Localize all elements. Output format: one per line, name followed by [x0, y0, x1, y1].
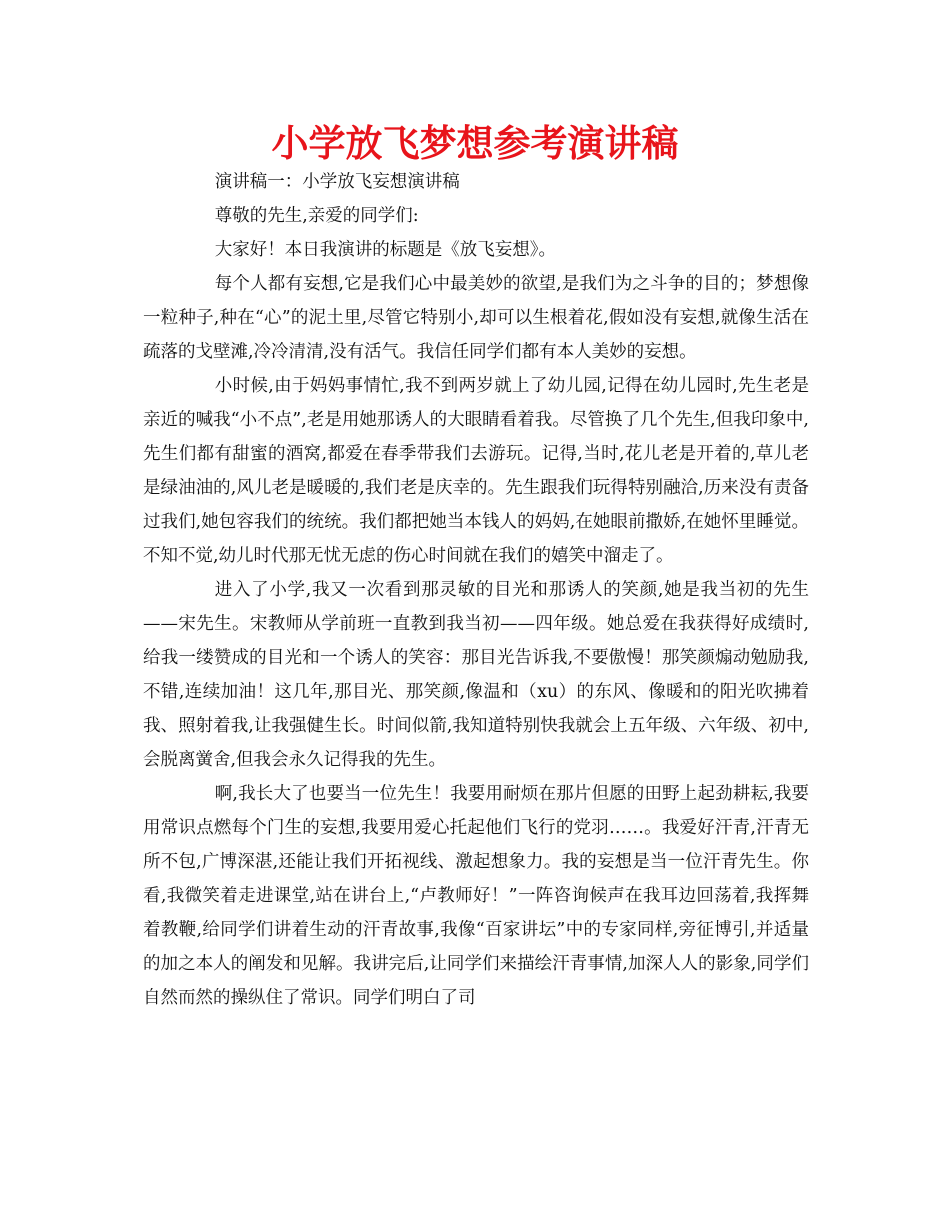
paragraph-3: 进入了小学,我又一次看到那灵敏的目光和那诱人的笑颜,她是我当初的先生——宋先生。宋教师从学前班一直教到我当初——四年级。她总爱在我获得好成绩时,给我一缕赞成的目光和一个诱人的笑容：那目光告诉我,不要傲慢！那笑颜煽动勉励我,不错,连续加油！这几年,那目光、那笑颜,像温和（xu）的东风、像暖和的阳光吹拂着我、照射着我,让我强健生长。时间似箭,我知道特别快我就会上五年级、六年级、初中,会脱离黉舍,但我会永久记得我的先生。	[143, 580, 809, 770]
heading-line: 演讲稿一：小学放飞妄想演讲稿	[214, 172, 460, 192]
salutation: 尊敬的先生,亲爱的同学们:	[214, 206, 419, 226]
paragraph-2: 小时候,由于妈妈事情忙,我不到两岁就上了幼儿园,记得在幼儿园时,先生老是亲近的喊我“小不点”,老是用她那诱人的大眼睛看着我。尽管换了几个先生,但我印象中,先生们都有甜蜜的酒窝,都爱在春季带我们去游玩。记得,当时,花儿老是开着的,草儿老是绿油油的,风儿老是暖暖的,我们老是庆幸的。先生跟我们玩得特别融洽,历来没有责备过我们,她包容我们的统统。我们都把她当本钱人的妈妈,在她眼前撒娇,在她怀里睡觉。不知不觉,幼儿时代那无忧无虑的伤心时间就在我们的嬉笑中溜走了。	[143, 376, 809, 566]
document-title: 小学放飞梦想参考演讲稿	[271, 122, 679, 165]
paragraph-1: 每个人都有妄想,它是我们心中最美妙的欲望,是我们为之斗争的目的；梦想像一粒种子,种在“心”的泥土里,尽管它特别小,却可以生根着花,假如没有妄想,就像生活在疏落的戈壁滩,冷冷清清,没有活气。我信任同学们都有本人美妙的妄想。	[143, 274, 809, 362]
greeting: 大家好！本日我演讲的标题是《放飞妄想》。	[214, 240, 556, 260]
paragraph-4: 啊,我长大了也要当一位先生！我要用耐烦在那片但愿的田野上起劲耕耘,我要用常识点燃每个门生的妄想,我要用爱心托起他们飞行的党羽……。我爱好汗青,汗青无所不包,广博深湛,还能让我们开拓视线、激起想象力。我的妄想是当一位汗青先生。你看,我微笑着走进课堂,站在讲台上,“卢教师好！”一阵咨询候声在我耳边回荡着,我挥舞着教鞭,给同学们讲着生动的汗青故事,我像“百家讲坛”中的专家同样,旁征博引,并适量的加之本人的阐发和见解。我讲完后,让同学们来描绘汗青事情,加深人人的影象,同学们自然而然的操纵住了常识。同学们明白了司	[143, 784, 809, 1008]
document-body	[143, 165, 809, 1015]
